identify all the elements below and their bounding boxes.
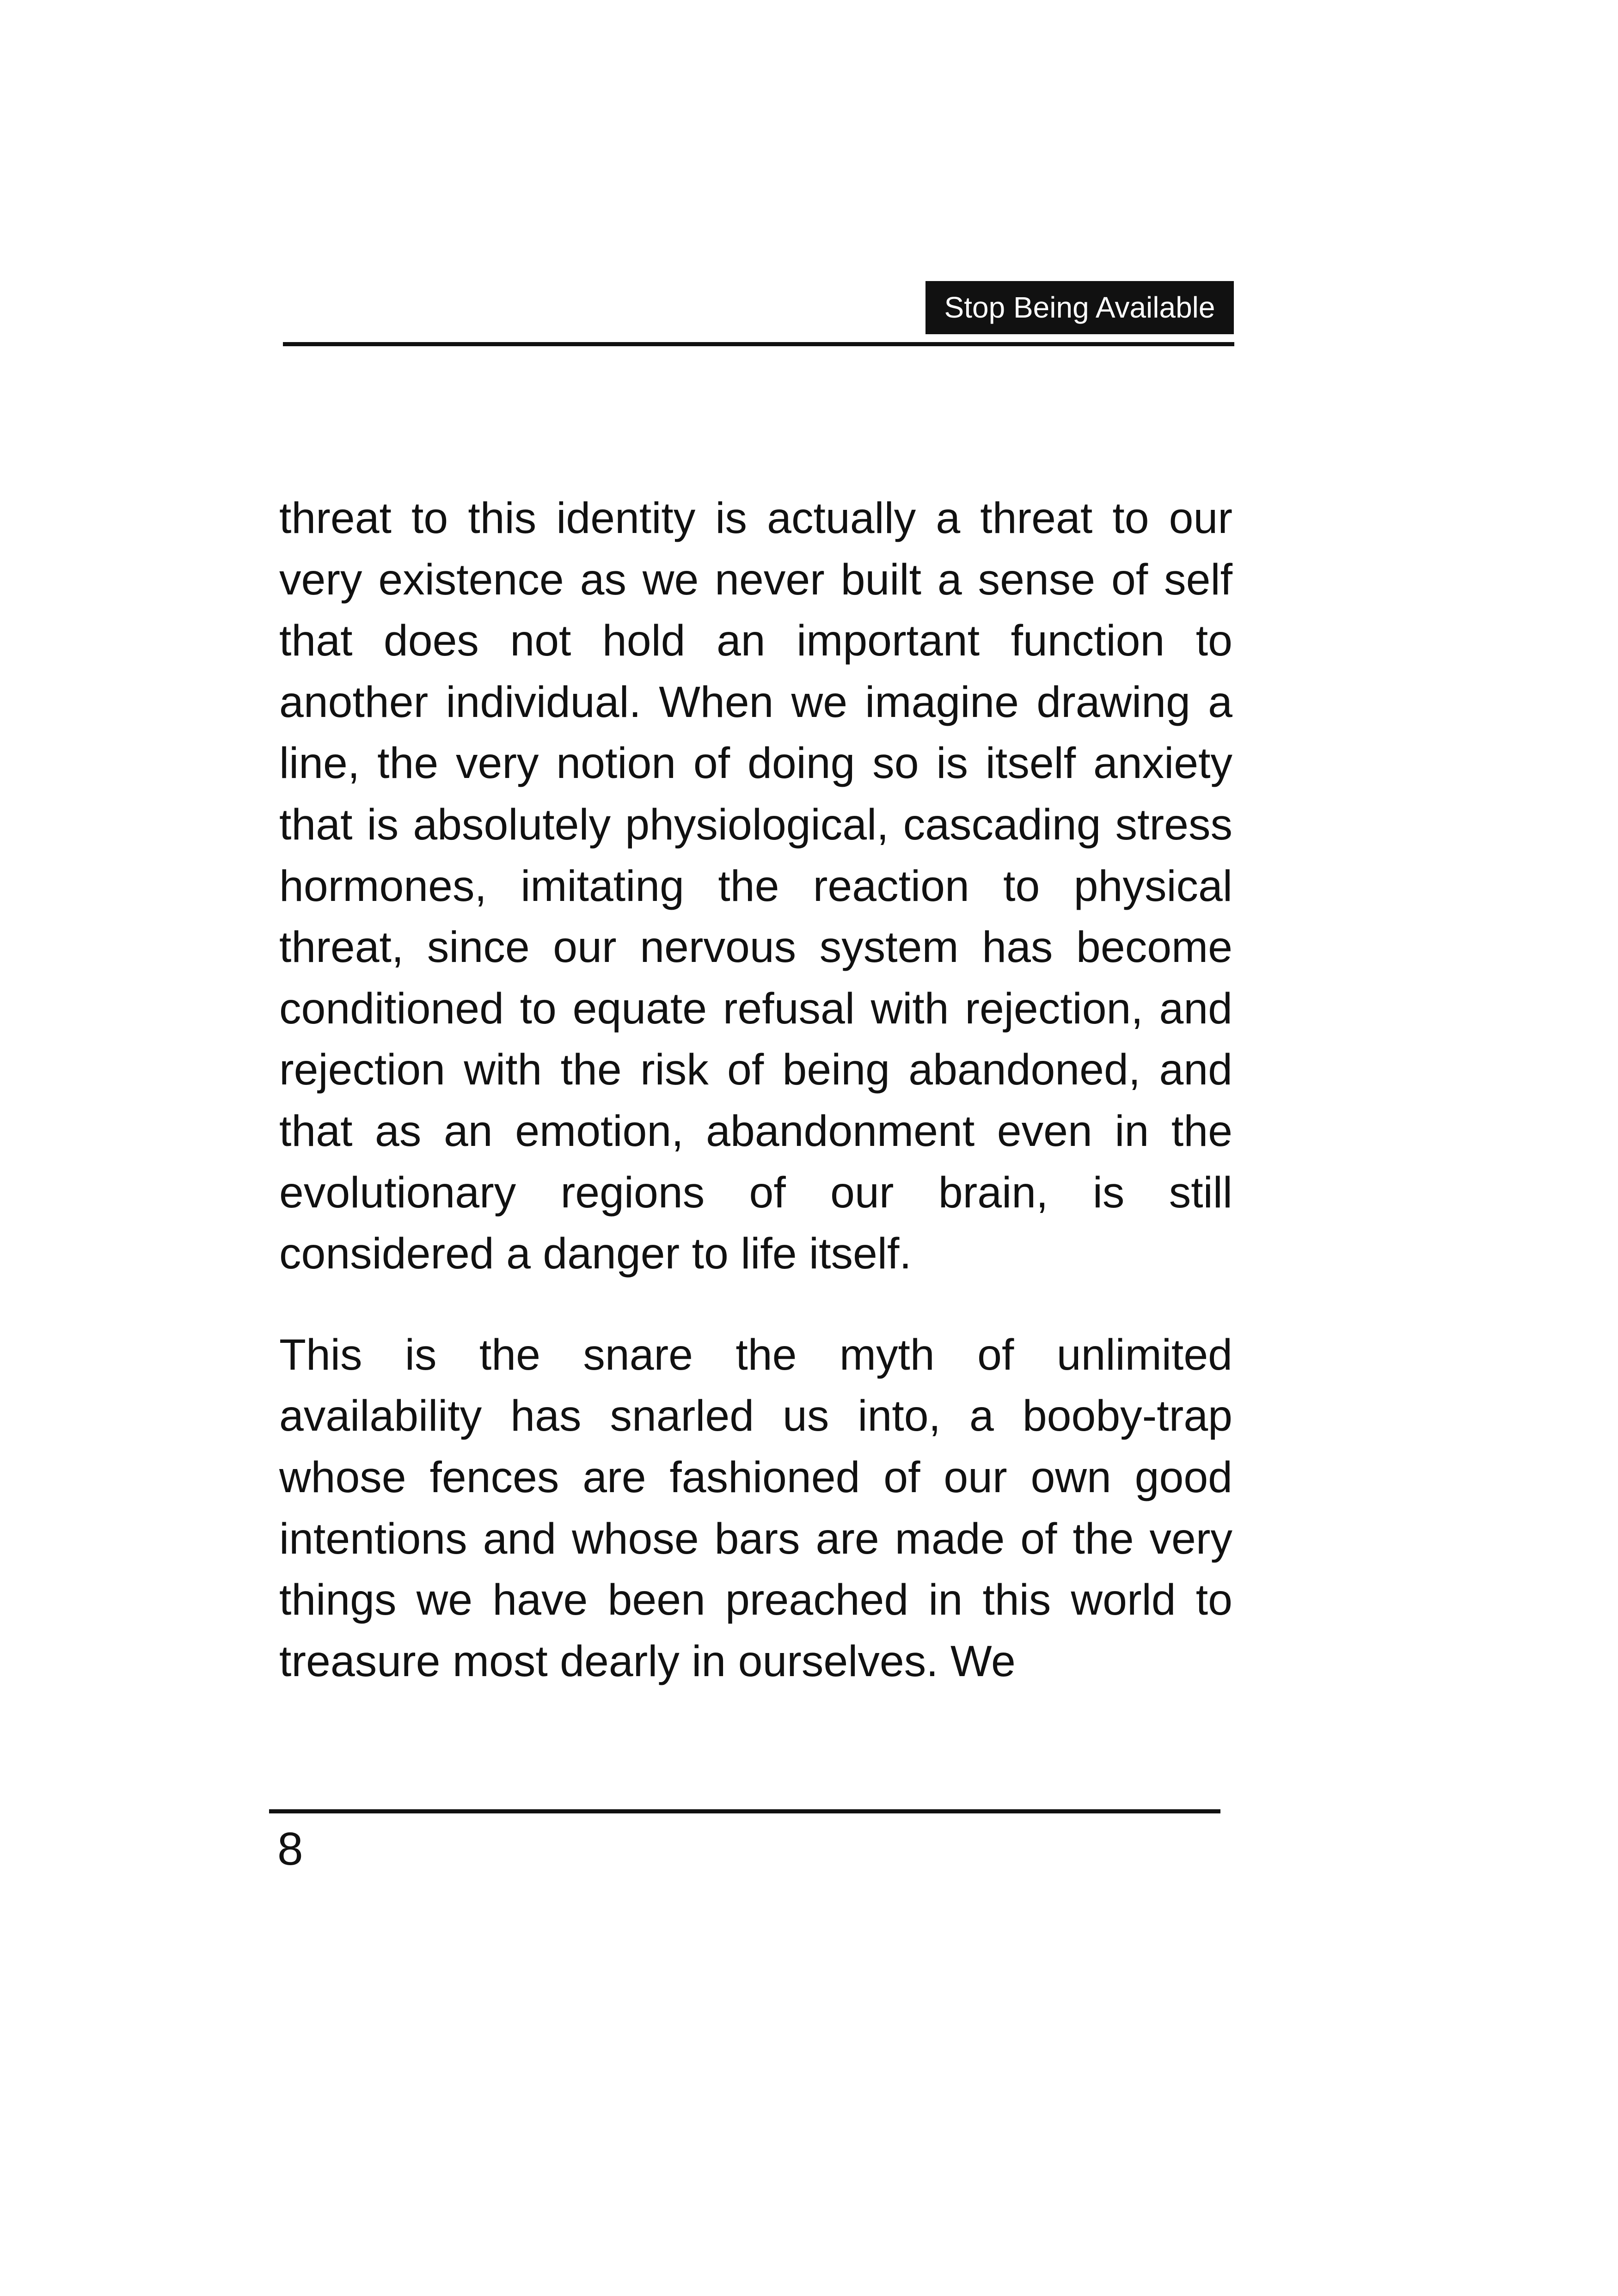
page-number: 8 (277, 1823, 303, 1875)
footer-rule (269, 1809, 1220, 1813)
running-header-title: Stop Being Available (925, 281, 1234, 334)
paragraph-2: This is the snare the myth of unlimited availability has snarled us into, a booby-trap whose fences are fashioned of our own good intentions and whose bars are made of the very things we have been preached in this world to treasure most dearly in ourselves. We (279, 1330, 1232, 1686)
paragraph-1: threat to this identity is actually a threat to our very existence as we never built a sense of self that does not hold an important function to another individual. When we imagine drawing a line, the very notion of doing so is itself anxiety that is absolutely physiological, cascading stress hormones, imitating the reaction to physical threat, since our nervous system has become conditioned to equate refusal with rejection, and rejection with the risk of being abandoned, and that as an emotion, abandonment even in the evolutionary regions of our brain, is still considered a danger to life itself. (279, 494, 1232, 1279)
body-text (279, 488, 1232, 1692)
header-rule (283, 342, 1234, 346)
